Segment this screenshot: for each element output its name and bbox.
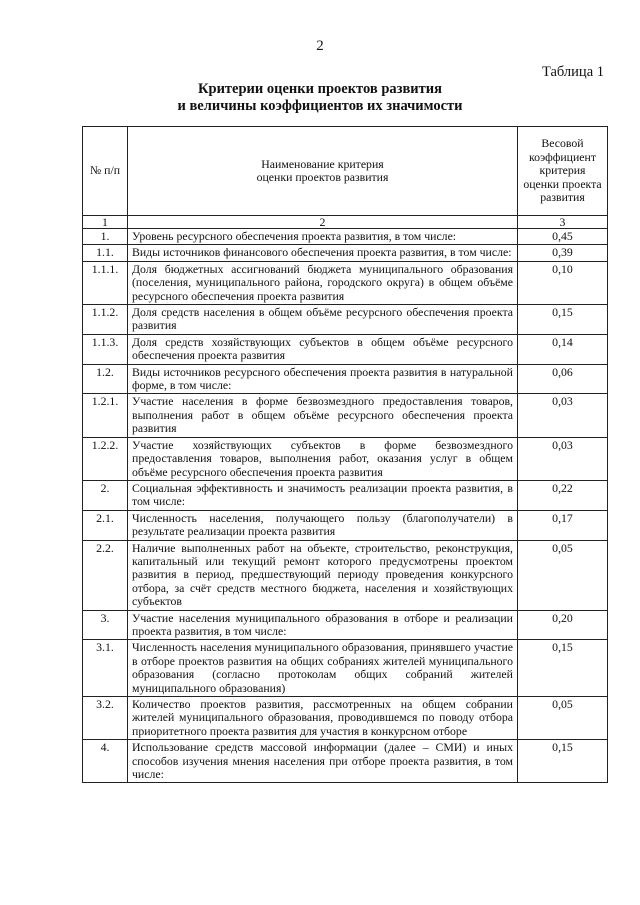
header-name-text: Наименование критерия оценки проектов развития [256, 156, 389, 184]
table-label: Таблица 1 [541, 64, 604, 80]
weight-value: 0,03 [518, 437, 608, 480]
table-row [83, 261, 608, 304]
weight-value: 0,15 [518, 640, 608, 697]
weight-value: 0,15 [518, 740, 608, 783]
criterion-name: Участие населения в форме безвозмездного предоставления товаров, выполнения работ в общем объёме ресурсного обеспечения проекта развития [128, 394, 518, 437]
row-number: 1.2.1. [83, 394, 128, 437]
criterion-name: Наличие выполненных работ на объекте, строительство, реконструкция, капитальный или текущий ремонт которого предусмотрены проектом развития в период, предшествующий периоду проведения конкурсного отбора, за счёт средств местного бюджета, населения и хозяйствующих субъектов [128, 540, 518, 610]
row-number: 1.1.1. [83, 261, 128, 304]
table-row [83, 740, 608, 783]
row-number: 2.1. [83, 510, 128, 540]
criterion-name: Доля средств хозяйствующих субъектов в общем объёме ресурсного обеспечения проекта развития [128, 334, 518, 364]
column-number-2: 2 [128, 216, 518, 229]
page-number: 2 [316, 38, 324, 54]
row-number: 2.2. [83, 540, 128, 610]
weight-value: 0,06 [518, 364, 608, 394]
weight-value: 0,39 [518, 245, 608, 261]
criteria-table [82, 126, 608, 783]
weight-value: 0,22 [518, 480, 608, 510]
table-row [83, 394, 608, 437]
row-number: 1.2.2. [83, 437, 128, 480]
header-weight-text: Весовой коэффициент критерия оценки проекта развития [523, 136, 602, 205]
criterion-name: Численность населения, получающего пользу (благополучатели) в результате реализации проекта развития [128, 510, 518, 540]
row-number: 4. [83, 740, 128, 783]
table-row [83, 640, 608, 697]
criterion-name: Участие хозяйствующих субъектов в форме безвозмездного предоставления товаров, выполнения работ, оказания услуг в общем объёме ресурсного обеспечения проекта развития [128, 437, 518, 480]
weight-value: 0,10 [518, 261, 608, 304]
criterion-name: Виды источников ресурсного обеспечения проекта развития в натуральной форме, в том числе: [128, 364, 518, 394]
weight-value: 0,17 [518, 510, 608, 540]
criterion-name: Использование средств массовой информации (далее – СМИ) и иных способов изучения мнения населения при отборе проекта развития, в том числе: [128, 740, 518, 783]
header-num: № п/п [83, 127, 128, 216]
weight-value: 0,15 [518, 305, 608, 335]
table-row [83, 334, 608, 364]
column-number-3: 3 [518, 216, 608, 229]
row-number: 3.2. [83, 697, 128, 740]
criterion-name: Количество проектов развития, рассмотренных на общем собрании жителей муниципального образования, проводившемся по поводу отбора приоритетного проекта развития для участия в конкурсном отборе [128, 697, 518, 740]
weight-value: 0,03 [518, 394, 608, 437]
table-row [83, 364, 608, 394]
row-number: 2. [83, 480, 128, 510]
table-row [83, 697, 608, 740]
criterion-name: Доля бюджетных ассигнований бюджета муниципального образования (поселения, муниципального района, городского округа) в общем объёме ресурсного обеспечения проекта развития [128, 261, 518, 304]
row-number: 1.1.3. [83, 334, 128, 364]
column-numbers-row [83, 216, 608, 229]
criterion-name: Численность населения муниципального образования, принявшего участие в отборе проектов развития на общих собраниях жителей муниципального образования (согласно протоколам общих собраний жителей муниципального образования) [128, 640, 518, 697]
table-row [83, 245, 608, 261]
table-row [83, 510, 608, 540]
document-title [0, 81, 640, 115]
row-number: 1. [83, 229, 128, 245]
row-number: 3. [83, 610, 128, 640]
table-row [83, 540, 608, 610]
row-number: 3.1. [83, 640, 128, 697]
table-row [83, 437, 608, 480]
title-line-1: Критерии оценки проектов развития [197, 81, 442, 97]
row-number: 1.1. [83, 245, 128, 261]
row-number: 1.1.2. [83, 305, 128, 335]
criterion-name: Доля средств населения в общем объёме ресурсного обеспечения проекта развития [128, 305, 518, 335]
title-line-2: и величины коэффициентов их значимости [177, 98, 463, 114]
weight-value: 0,14 [518, 334, 608, 364]
header-weight [518, 127, 608, 216]
column-number-1: 1 [83, 216, 128, 229]
criterion-name: Уровень ресурсного обеспечения проекта развития, в том числе: [128, 229, 518, 245]
table-row [83, 305, 608, 335]
table-row [83, 480, 608, 510]
table-row [83, 610, 608, 640]
criterion-name: Виды источников финансового обеспечения проекта развития, в том числе: [128, 245, 518, 261]
weight-value: 0,05 [518, 540, 608, 610]
weight-value: 0,20 [518, 610, 608, 640]
header-name [128, 127, 518, 216]
table-header-row [83, 127, 608, 216]
criterion-name: Социальная эффективность и значимость реализации проекта развития, в том числе: [128, 480, 518, 510]
criterion-name: Участие населения муниципального образования в отборе и реализации проекта развития, в том числе: [128, 610, 518, 640]
weight-value: 0,45 [518, 229, 608, 245]
row-number: 1.2. [83, 364, 128, 394]
weight-value: 0,05 [518, 697, 608, 740]
table-row [83, 229, 608, 245]
